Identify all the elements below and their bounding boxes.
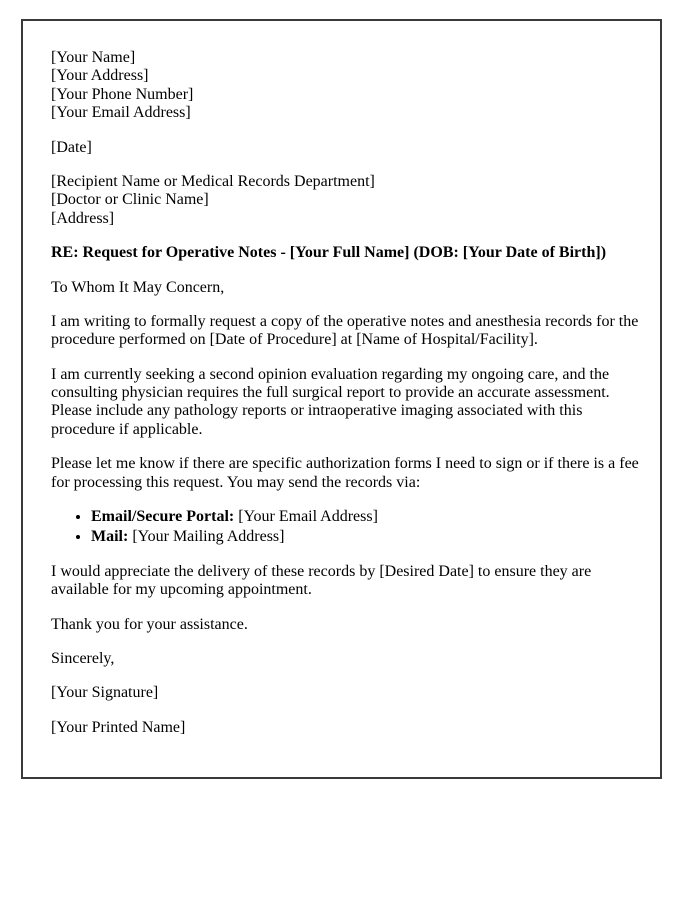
letter-document — [21, 19, 662, 779]
printed-name-placeholder: [Your Printed Name] — [51, 718, 186, 736]
salutation: To Whom It May Concern, — [51, 278, 225, 296]
delivery-option-mail-label: Mail: — [91, 528, 129, 546]
delivery-option-email-label: Email/Secure Portal: — [91, 508, 235, 526]
subject-line: RE: Request for Operative Notes - [Your Full Name] (DOB: [Your Date of Birth]) — [51, 244, 607, 262]
sender-address: [Your Address] — [51, 67, 149, 85]
delivery-option-email-value: [Your Email Address] — [238, 508, 378, 526]
date-line: [Date] — [51, 138, 92, 156]
list-item — [91, 528, 640, 546]
recipient-clinic: [Doctor or Clinic Name] — [51, 191, 209, 209]
paragraph-authorization: Please let me know if there are specific authorization forms I need to sign or if there is a fee for processing this request. You may send the records via: — [51, 455, 639, 491]
signature-placeholder: [Your Signature] — [51, 684, 159, 702]
recipient-address: [Address] — [51, 209, 115, 227]
closing: Sincerely, — [51, 649, 115, 667]
sender-email: [Your Email Address] — [51, 104, 191, 122]
paragraph-reason: I am currently seeking a second opinion evaluation regarding my ongoing care, and the consulting physician requires the full surgical report to provide an accurate assessment. Please include any pathology reports or intraoperative imaging associated with this procedure if applicable. — [51, 365, 610, 438]
paragraph-request: I am writing to formally request a copy of the operative notes and anesthesia records for the procedure performed on [Date of Procedure] at [Name of Hospital/Facility]. — [51, 312, 639, 349]
sender-phone: [Your Phone Number] — [51, 85, 194, 103]
sender-name: [Your Name] — [51, 49, 136, 66]
recipient-address-block — [51, 173, 640, 228]
list-item — [91, 508, 640, 526]
recipient-name: [Recipient Name or Medical Records Department] — [51, 172, 375, 190]
paragraph-thanks: Thank you for your assistance. — [51, 615, 248, 633]
delivery-options-list — [51, 508, 640, 547]
delivery-option-mail-value: [Your Mailing Address] — [132, 528, 285, 546]
sender-address-block — [51, 49, 640, 123]
paragraph-deadline: I would appreciate the delivery of these records by [Desired Date] to ensure they are available for my upcoming appointment. — [51, 562, 592, 599]
